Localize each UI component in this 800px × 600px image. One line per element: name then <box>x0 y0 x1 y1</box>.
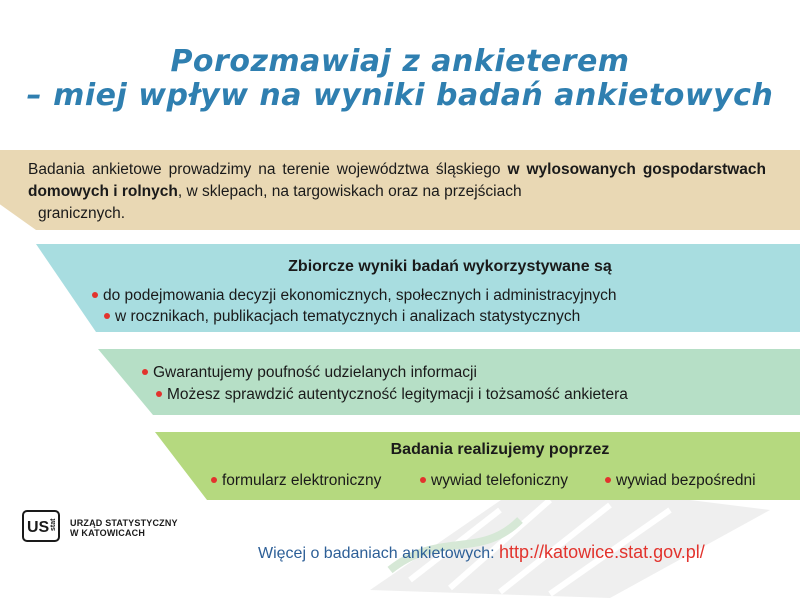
method-item-1 <box>211 472 381 490</box>
footer-text: Więcej o badaniach ankietowych: <box>258 545 500 562</box>
bullet-dot-icon <box>420 477 426 483</box>
method-item-3 <box>605 472 756 490</box>
intro-text-bold: w wylosowanych gospodarstwach domowych i rolnych <box>28 161 766 200</box>
method-item-2-text: wywiad telefoniczny <box>431 472 568 489</box>
method-item-2 <box>420 472 568 490</box>
results-item-1-text: do podejmowania decyzji ekonomicznych, społecznych i administracyjnych <box>103 287 617 304</box>
intro-text-part3: granicznych. <box>38 205 126 222</box>
intro-text <box>28 159 766 225</box>
bullet-dot-icon <box>92 292 98 298</box>
office-name <box>70 518 178 538</box>
website-link[interactable]: http://katowice.stat.gov.pl/ <box>499 542 705 562</box>
bullet-dot-icon <box>605 477 611 483</box>
results-item-2 <box>104 308 580 326</box>
guarantee-item-2-text: Możesz sprawdzić autentyczność legitymacji i tożsamość ankietera <box>167 386 628 403</box>
office-name-line-2: W KATOWICACH <box>70 528 146 538</box>
guarantees-band <box>98 349 800 415</box>
guarantee-item-1 <box>142 364 477 382</box>
logo-mark: US <box>27 519 50 536</box>
intro-text-part2: , w sklepach, na targowiskach oraz na przejściach <box>177 183 522 200</box>
logo-mark-small: stat <box>50 518 57 531</box>
guarantee-item-2 <box>156 386 628 404</box>
methods-title: Badania realizujemy poprzez <box>390 441 610 458</box>
results-title: Zbiorcze wyniki badań wykorzystywane są <box>288 258 612 275</box>
bullet-dot-icon <box>156 391 162 397</box>
office-name-line-1: URZĄD STATYSTYCZNY <box>70 518 178 528</box>
page-title-line-2: – miej wpływ na wyniki badań ankietowych <box>26 78 774 113</box>
bullet-dot-icon <box>104 313 110 319</box>
results-item-1 <box>92 287 616 305</box>
method-item-3-text: wywiad bezpośredni <box>616 472 756 489</box>
page-title-line-1: Porozmawiaj z ankieterem <box>170 44 630 79</box>
results-item-2-text: w rocznikach, publikacjach tematycznych i analizach statystycznych <box>115 308 581 325</box>
method-item-1-text: formularz elektroniczny <box>222 472 382 489</box>
footer <box>258 542 705 563</box>
bullet-dot-icon <box>142 369 148 375</box>
bullet-dot-icon <box>211 477 217 483</box>
office-logo-icon <box>22 510 60 542</box>
guarantee-item-1-text: Gwarantujemy poufność udzielanych informacji <box>153 364 477 381</box>
intro-text-part1: Badania ankietowe prowadzimy na terenie województwa śląskiego <box>28 161 508 178</box>
